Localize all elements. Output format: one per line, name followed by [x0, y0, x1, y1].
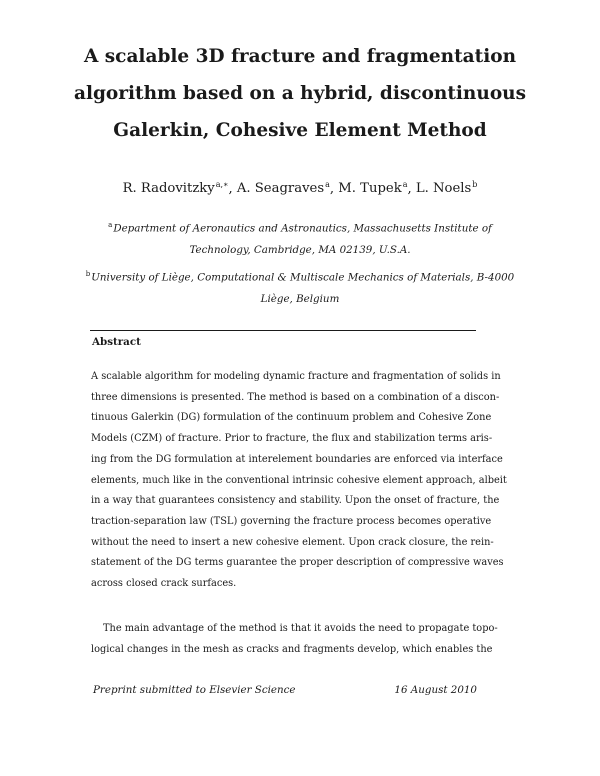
text-line: A scalable algorithm for modeling dynamic fracture and fragmentation of solids in — [91, 371, 501, 382]
text-line: tinuous Galerkin (DG) formulation of the continuum problem and Cohesive Zone — [91, 412, 492, 424]
author-sup: a — [325, 180, 330, 189]
affiliation-line: University of Liège, Computational & Multiscale Mechanics of Materials, B-4000 — [91, 271, 515, 284]
preprint-note: Preprint submitted to Elsevier Science — [93, 684, 296, 696]
text-line: Models (CZM) of fracture. Prior to fracture, the flux and stabilization terms aris- — [91, 433, 493, 445]
author: R. Radovitzky$^{a,∗}$ — [122, 180, 229, 197]
abstract-paragraph-2 — [91, 619, 498, 660]
affiliation-line: Liège, Belgium — [260, 293, 340, 306]
title-line: algorithm based on a hybrid, discontinuous — [73, 83, 527, 104]
title-line: Galerkin, Cohesive Element Method — [113, 120, 487, 141]
author-sup: a,∗ — [215, 180, 229, 189]
affiliation-b — [80, 263, 520, 310]
author-sup: b — [472, 180, 478, 189]
text-line: across closed crack surfaces. — [91, 578, 237, 590]
affiliation-marker: a — [108, 221, 113, 229]
footer-date: 16 August 2010 — [394, 684, 477, 696]
text-line: in a way that guarantees consistency and stability. Upon the onset of fracture, the — [91, 495, 500, 507]
abstract-paragraph-1 — [91, 367, 507, 595]
affiliation-line: Technology, Cambridge, MA 02139, U.S.A. — [189, 244, 411, 257]
abstract-heading: Abstract — [92, 336, 141, 348]
author: L. Noels$^b$ — [415, 180, 478, 197]
affiliation-line: Department of Aeronautics and Astronautics, Massachusetts Institute of — [113, 222, 492, 235]
author: M. Tupek$^a$ — [338, 180, 408, 197]
text-line: traction-separation law (TSL) governing the fracture process becomes operative — [91, 515, 492, 527]
paper-title — [60, 38, 540, 149]
author: A. Seagraves$^a$ — [236, 180, 330, 197]
text-line: elements, much like in the conventional intrinsic cohesive element approach, albeit — [91, 474, 507, 486]
title-line: A scalable 3D fracture and fragmentation — [83, 46, 517, 67]
author-sup: a — [402, 180, 408, 189]
author-list: R. Radovitzky$^{a,∗}$, A. Seagraves$^a$, M. Tupek$^a$, L. Noels$^b$ — [122, 180, 478, 197]
affiliation-marker: b — [85, 270, 91, 278]
text-line: statement of the DG terms guarantee the proper description of compressive waves — [91, 557, 504, 569]
abstract-divider — [90, 330, 476, 331]
text-line: ing from the DG formulation at interelement boundaries are enforced via interface — [91, 453, 503, 465]
text-line: The main advantage of the method is that it avoids the need to propagate topo- — [103, 623, 498, 634]
text-line: three dimensions is presented. The method is based on a combination of a discon- — [91, 391, 500, 403]
text-line: without the need to insert a new cohesive element. Upon crack closure, the rein- — [91, 536, 494, 548]
text-line: logical changes in the mesh as cracks and fragments develop, which enables the — [91, 643, 493, 655]
affiliation-a — [80, 214, 520, 261]
